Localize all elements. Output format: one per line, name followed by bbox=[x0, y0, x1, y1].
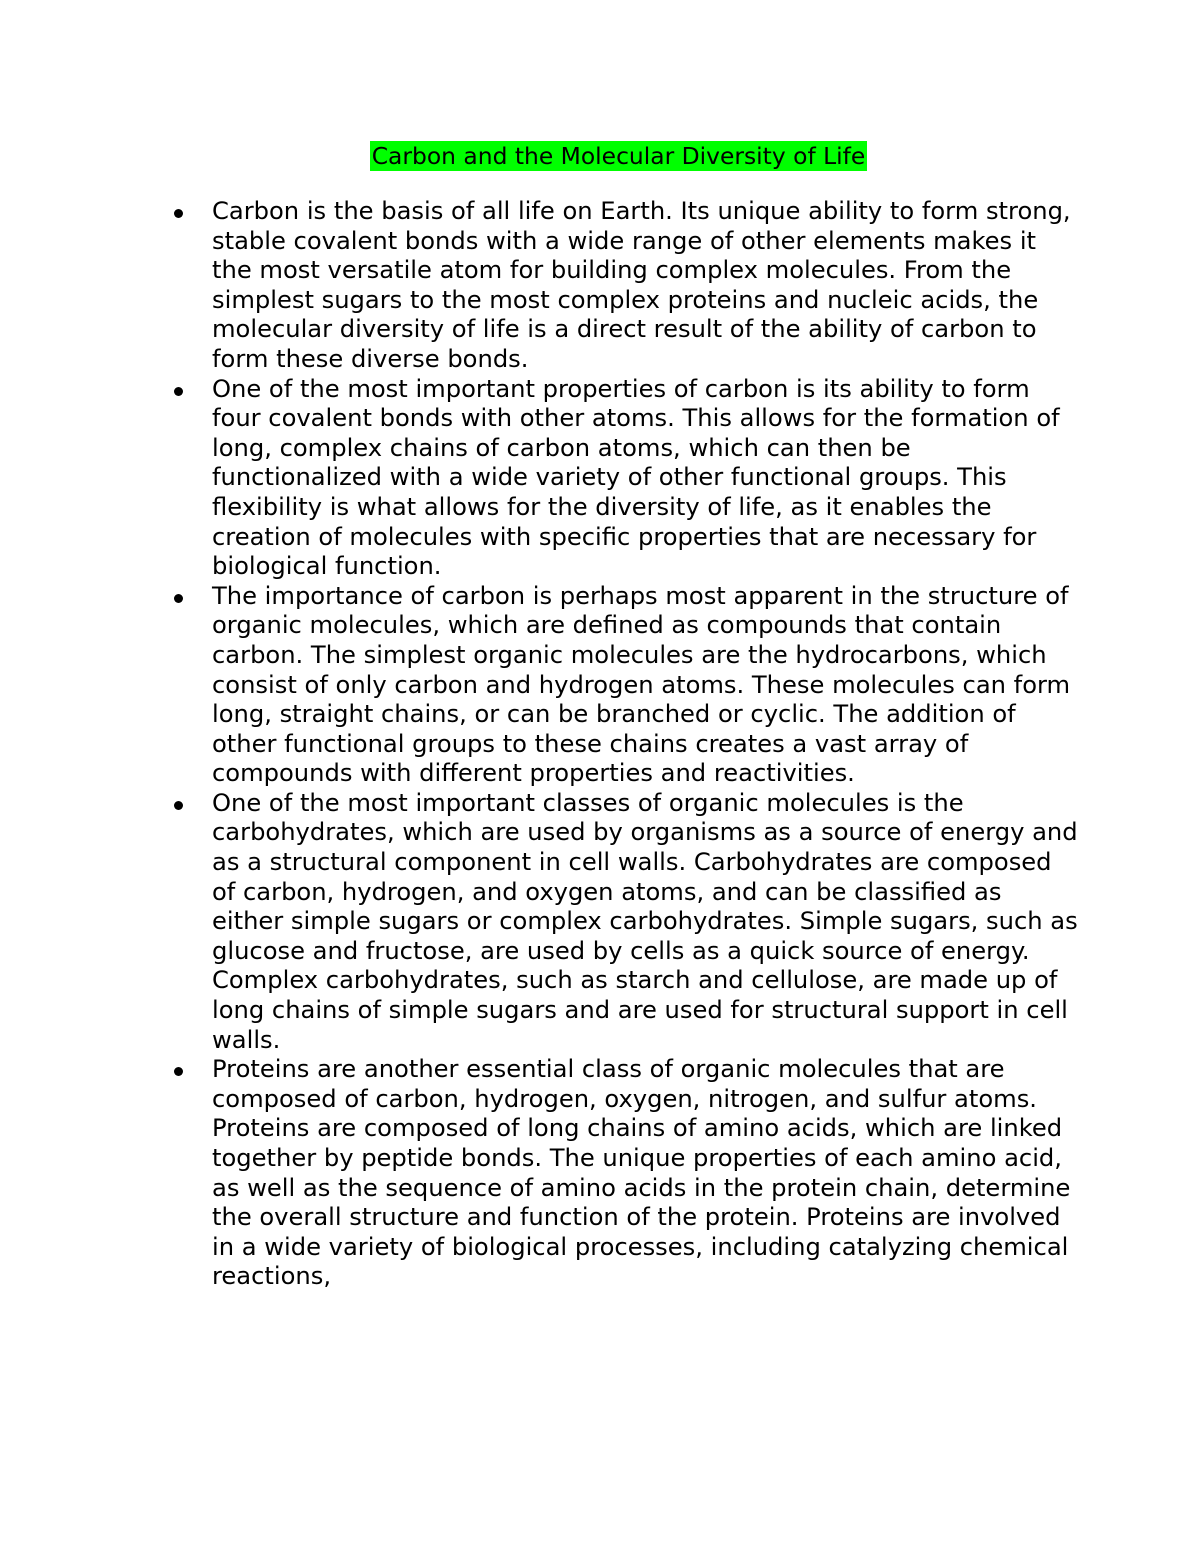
document-title: Carbon and the Molecular Diversity of Life bbox=[371, 142, 866, 170]
list-item bbox=[160, 1055, 1080, 1292]
bullet-icon bbox=[174, 801, 183, 810]
list-item bbox=[160, 375, 1080, 582]
bullet-icon bbox=[174, 209, 183, 218]
list-item-text: One of the most important classes of organic molecules is the carbohydrates, which are used by organisms as a source of energy and as a structural component in cell walls. Carbohydrates are composed of carbon, hydrogen, and oxygen atoms, and can be classified as either simple sugars or complex carbohydrates. Simple sugars, such as glucose and fructose, are used by cells as a quick source of energy. Complex carbohydrates, such as starch and cellulose, are made up of long chains of simple sugars and are used for structural support in cell walls. bbox=[212, 788, 1078, 1054]
list-item-text: The importance of carbon is perhaps most apparent in the structure of organic molecules, which are defined as compounds that contain carbon. The simplest organic molecules are the hydrocarbons, which consist of only carbon and hydrogen atoms. These molecules can form long, straight chains, or can be branched or cyclic. The addition of other functional groups to these chains creates a vast array of compounds with different properties and reactivities. bbox=[212, 581, 1071, 788]
bullet-icon bbox=[174, 387, 183, 396]
list-item bbox=[160, 789, 1080, 1055]
list-item-text: Carbon is the basis of all life on Earth. Its unique ability to form strong, stable covalent bonds with a wide range of other elements makes it the most versatile atom for building complex molecules. From the simplest sugars to the most complex proteins and nucleic acids, the molecular diversity of life is a direct result of the ability of carbon to form these diverse bonds. bbox=[212, 197, 1071, 373]
list-item bbox=[160, 197, 1080, 375]
bullet-list bbox=[160, 197, 1080, 1292]
list-item-text: One of the most important properties of carbon is its ability to form four covalent bonds with other atoms. This allows for the formation of long, complex chains of carbon atoms, which can then be functionalized with a wide variety of other functional groups. This flexibility is what allows for the diversity of life, as it enables the creation of molecules with specific properties that are necessary for biological function. bbox=[212, 374, 1060, 581]
list-item bbox=[160, 582, 1080, 789]
bullet-icon bbox=[174, 1067, 183, 1076]
bullet-icon bbox=[174, 594, 183, 603]
list-item-text: Proteins are another essential class of organic molecules that are composed of carbon, hydrogen, oxygen, nitrogen, and sulfur atoms. Proteins are composed of long chains of amino acids, which are linked together by peptide bonds. The unique properties of each amino acid, as well as the sequence of amino acids in the protein chain, determine the overall structure and function of the protein. Proteins are involved in a wide variety of biological processes, including catalyzing chemical reactions, bbox=[212, 1055, 1071, 1291]
title-container bbox=[0, 141, 1200, 171]
